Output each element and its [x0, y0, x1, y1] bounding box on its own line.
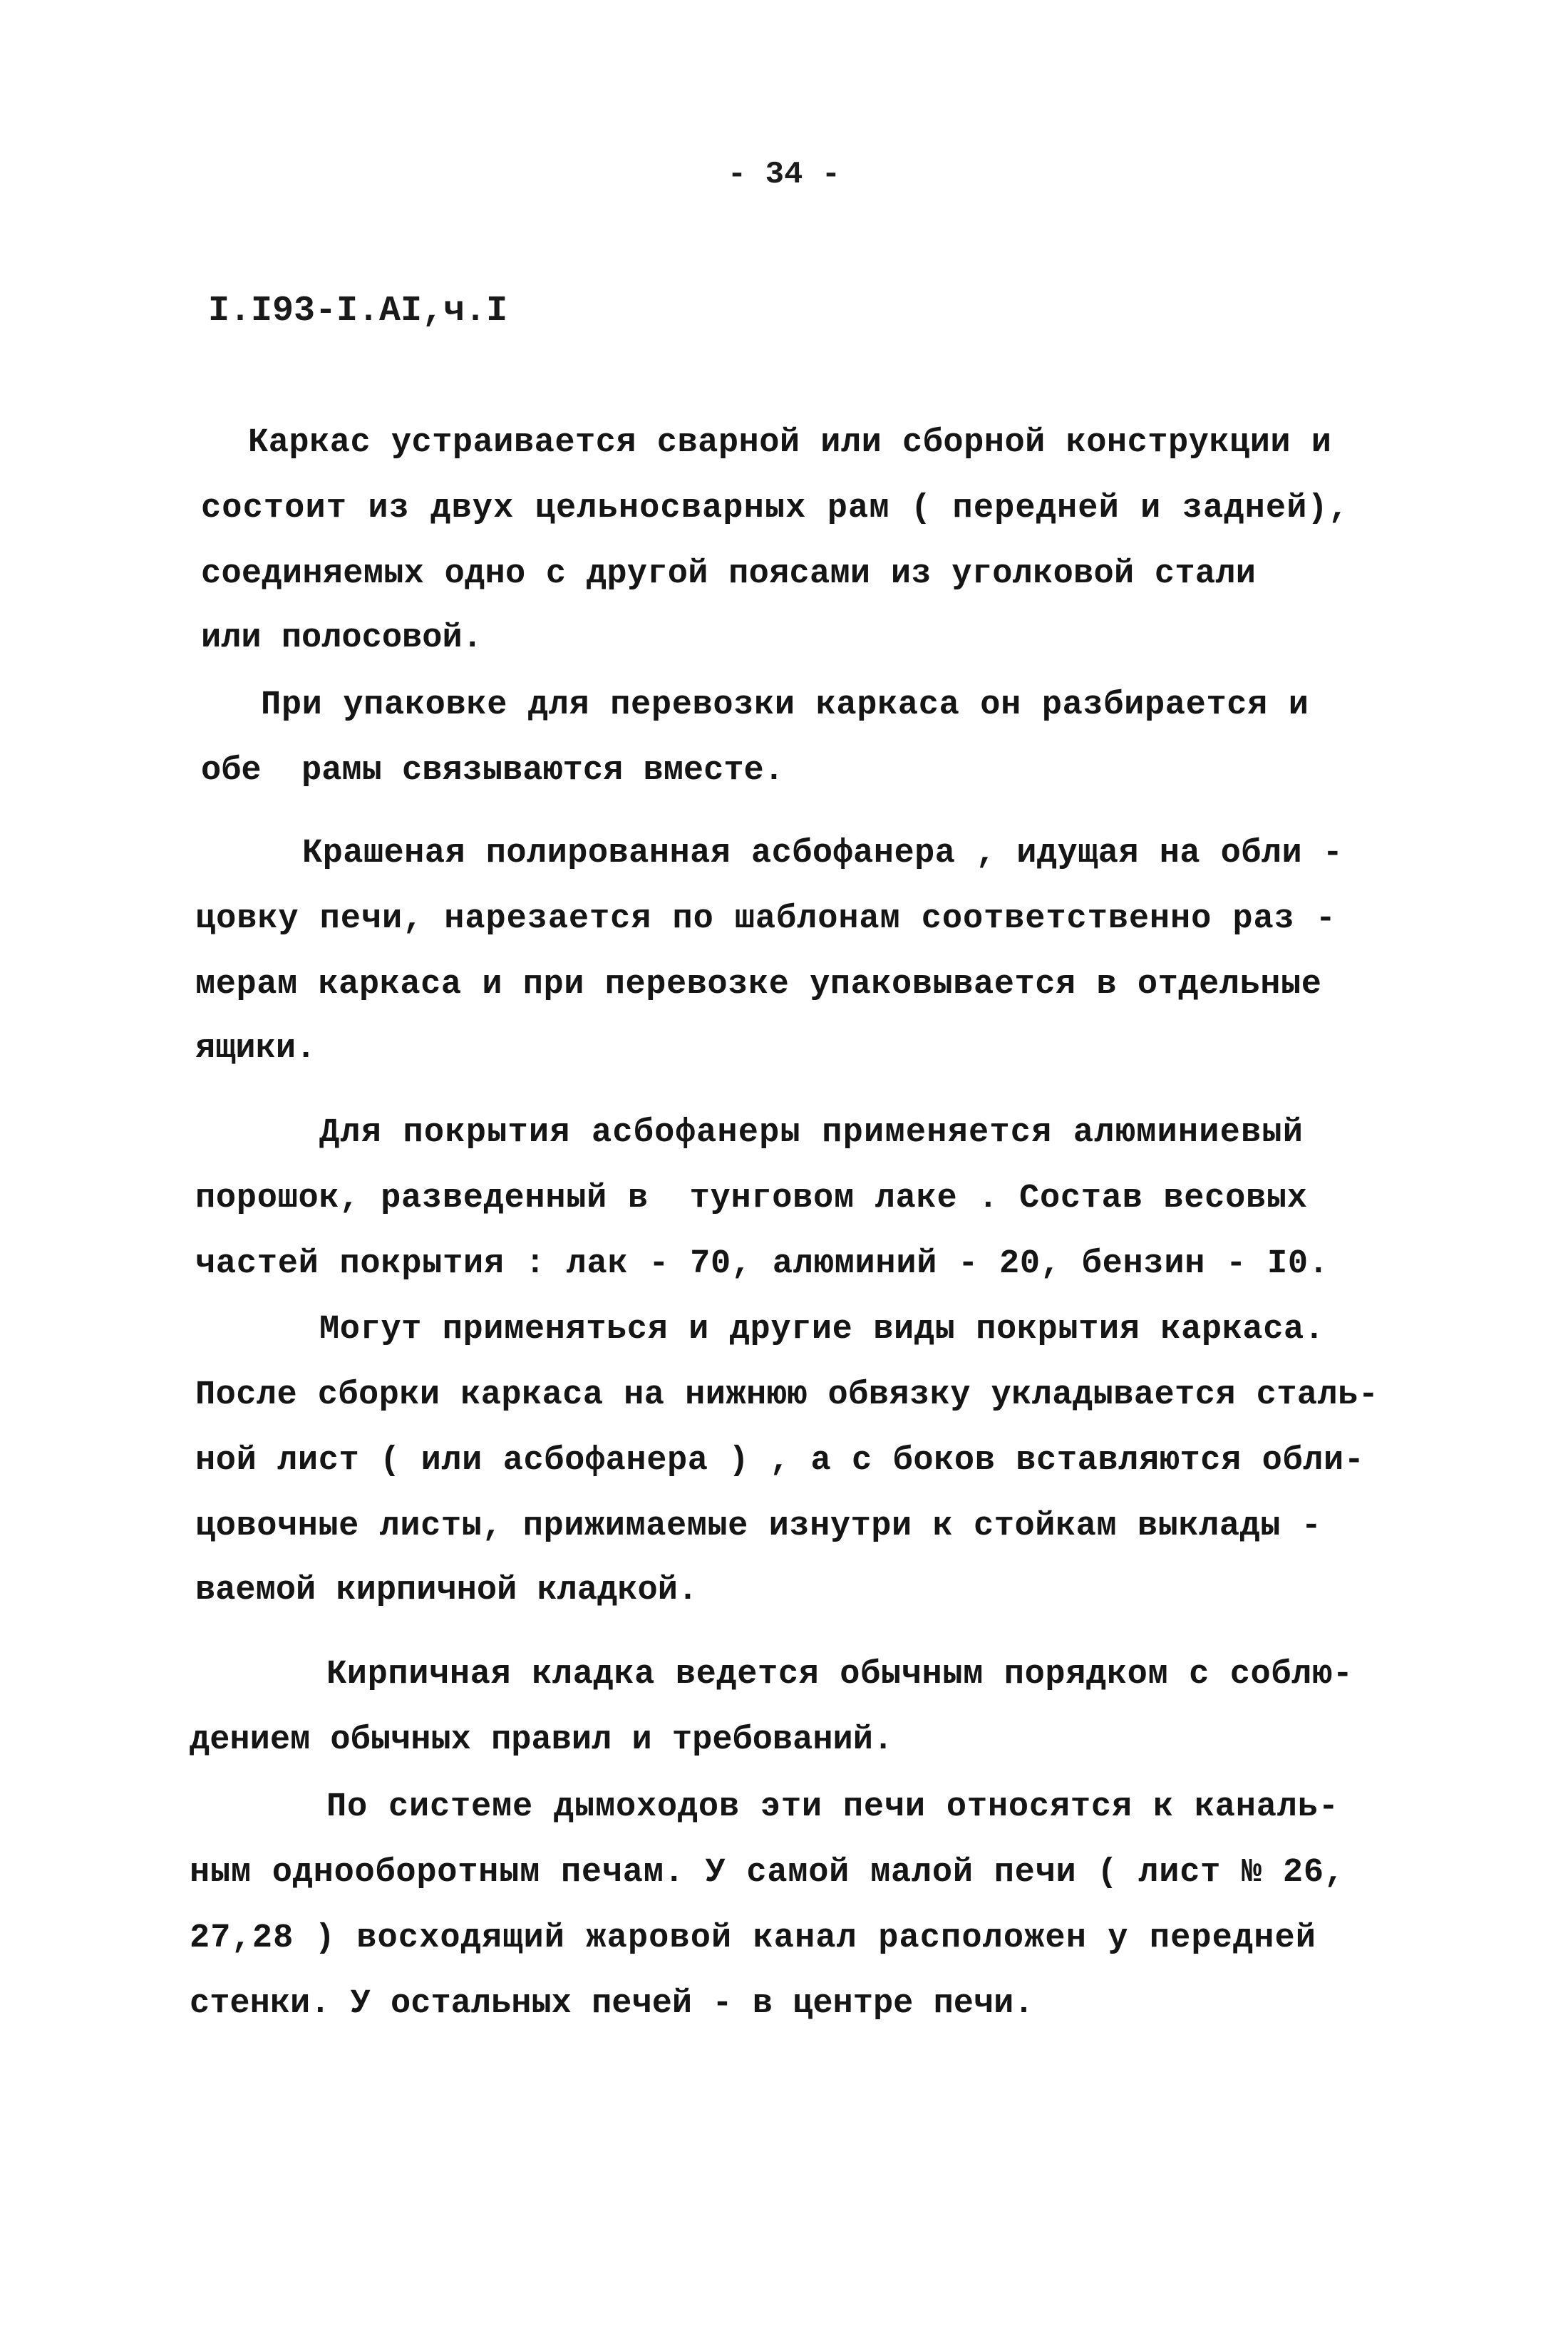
- text-line: ваемой кирпичной кладкой.: [195, 1572, 698, 1609]
- text-line: соединяемых одно с другой поясами из уголковой стали: [201, 555, 1257, 593]
- text-line: мерам каркаса и при перевозке упаковывается в отдельные: [195, 966, 1322, 1004]
- document-code: I.I93-I.AI,ч.I: [208, 291, 508, 331]
- text-line: обе рамы связываются вместе.: [201, 752, 784, 790]
- text-line: цовочные листы, прижимаемые изнутри к стойкам выклады -: [195, 1507, 1322, 1545]
- text-line: или полосовой.: [201, 619, 483, 657]
- text-line: Могут применяться и другие виды покрытия каркаса.: [319, 1311, 1325, 1349]
- text-line: стенки. У остальных печей - в центре печи.: [190, 1985, 1034, 2023]
- text-line: ящики.: [195, 1030, 316, 1068]
- text-line: цовку печи, нарезается по шаблонам соответственно раз -: [195, 900, 1336, 938]
- text-line: ным однооборотным печам. У самой малой печи ( лист № 26,: [190, 1854, 1345, 1892]
- text-line: По системе дымоходов эти печи относятся к каналь-: [326, 1788, 1339, 1826]
- page-number: - 34 -: [727, 157, 841, 192]
- text-line: Кирпичная кладка ведется обычным порядком с соблю-: [326, 1656, 1353, 1694]
- text-line: порошок, разведенный в тунговом лаке . Состав весовых: [195, 1180, 1308, 1217]
- text-line: частей покрытия : лак - 70, алюминий - 20, бензин - I0.: [195, 1245, 1329, 1283]
- text-line: Крашеная полированная асбофанера , идущая на обли -: [302, 835, 1343, 872]
- text-line: 27,28 ) восходящий жаровой канал расположен у передней: [190, 1919, 1317, 1957]
- text-line: дением обычных правил и требований.: [190, 1721, 894, 1759]
- text-line: Каркас устраивается сварной или сборной конструкции и: [248, 424, 1332, 462]
- text-line: После сборки каркаса на нижнюю обвязку укладывается сталь-: [195, 1376, 1379, 1414]
- text-line: ной лист ( или асбофанера ) , а с боков вставляются обли-: [195, 1442, 1365, 1480]
- text-line: При упаковке для перевозки каркаса он разбирается и: [261, 686, 1309, 724]
- text-line: состоит из двух цельносварных рам ( передней и задней),: [201, 490, 1350, 527]
- text-line: Для покрытия асбофанеры применяется алюминиевый: [319, 1114, 1304, 1152]
